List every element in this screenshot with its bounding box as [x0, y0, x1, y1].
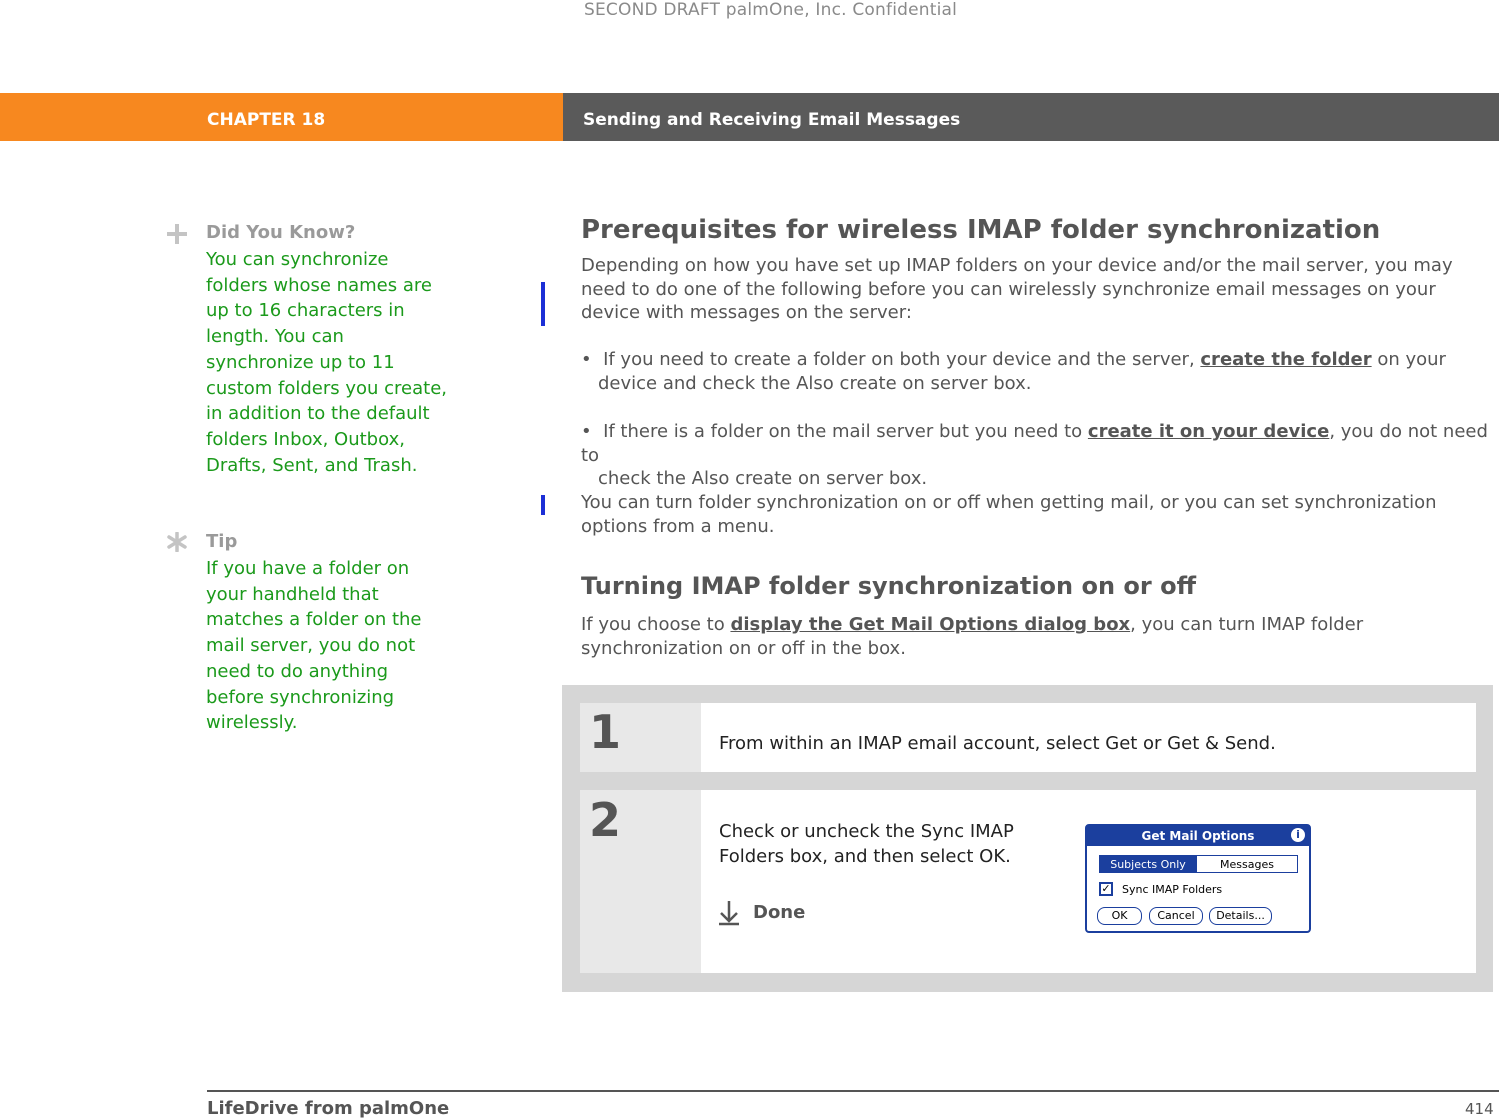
tip-text: If you have a folder on your handheld that matches a folder on the mail server, you do not need to do anything before synchronizing wirelessly.	[206, 558, 422, 734]
info-icon[interactable]: i	[1291, 828, 1305, 842]
bullet-dot: •	[581, 421, 604, 442]
messages-push-button[interactable]: Messages	[1196, 855, 1298, 873]
change-bar	[541, 495, 545, 515]
did-you-know-text: You can synchronize folders whose names are up to 16 characters in length. You can synchronize up to 11 custom folders you create, in addition to the default folders Inbox, Outbox, Drafts, Sent, and Trash.	[206, 249, 448, 476]
footer-book-title: LifeDrive from palmOne	[207, 1098, 450, 1119]
section2-paragraph: If you choose to display the Get Mail Options dialog box, you can turn IMAP folder synchronization on or off in the box.	[581, 614, 1364, 659]
step-text: Check or uncheck the Sync IMAP Folders box, and then select OK.	[719, 821, 1014, 867]
chapter-title: Sending and Receiving Email Messages	[583, 110, 961, 130]
bullet-dot: •	[581, 349, 604, 370]
chapter-label: CHAPTER 18	[207, 110, 326, 130]
sync-imap-checkbox[interactable]: ✓	[1099, 882, 1113, 896]
footer-rule	[207, 1090, 1499, 1092]
asterisk-icon	[167, 532, 187, 552]
create-folder-link[interactable]: create the folder	[1200, 349, 1372, 370]
get-mail-options-dialog	[1085, 824, 1311, 933]
done-arrow-icon	[718, 900, 740, 926]
done-label: Done	[753, 902, 806, 923]
subjects-only-push-button[interactable]: Subjects Only	[1099, 855, 1197, 873]
create-on-device-link[interactable]: create it on your device	[1087, 421, 1330, 442]
get-mail-options-link[interactable]: display the Get Mail Options dialog box	[730, 614, 1131, 635]
dialog-title: Get Mail Options	[1087, 826, 1309, 846]
bullet-item: • If there is a folder on the mail server but you need to create it on your device, you do not need to check the Also create on server box.	[581, 421, 1488, 489]
details-button[interactable]: Details...	[1209, 907, 1272, 925]
draft-watermark: SECOND DRAFT palmOne, Inc. Confidential	[584, 0, 958, 20]
did-you-know-label: Did You Know?	[206, 222, 356, 243]
bullet-item: • If you need to create a folder on both your device and the server, create the folder on your device and check the Also create on server box.	[581, 349, 1446, 394]
change-bar	[541, 282, 545, 326]
cancel-button[interactable]: Cancel	[1149, 907, 1203, 925]
ok-button[interactable]: OK	[1097, 907, 1142, 925]
tip-label: Tip	[206, 531, 238, 552]
closing-paragraph: You can turn folder synchronization on or off when getting mail, or you can set synchronization options from a menu.	[581, 492, 1437, 537]
sync-imap-label: Sync IMAP Folders	[1122, 883, 1223, 896]
plus-icon	[167, 224, 187, 244]
page-number: 414	[1465, 1100, 1494, 1118]
section-heading-turning-sync: Turning IMAP folder synchronization on or off	[581, 572, 1197, 600]
intro-paragraph: Depending on how you have set up IMAP folders on your device and/or the mail server, you may need to do one of the following before you can wirelessly synchronize email messages on your device with messages on the server:	[581, 255, 1453, 323]
step-number: 1	[589, 705, 622, 759]
section-heading-prerequisites: Prerequisites for wireless IMAP folder synchronization	[581, 215, 1381, 245]
step-text: From within an IMAP email account, select Get or Get & Send.	[719, 733, 1276, 754]
step-number: 2	[589, 793, 622, 847]
